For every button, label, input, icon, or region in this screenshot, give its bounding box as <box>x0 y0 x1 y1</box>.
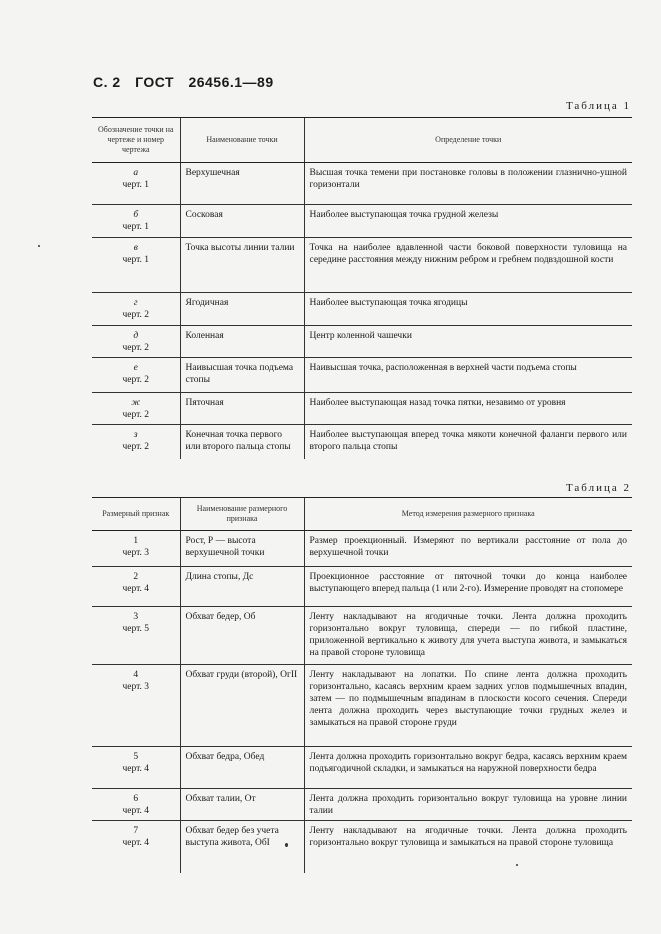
table-row <box>92 607 632 665</box>
table-row <box>92 205 632 238</box>
table-row <box>92 393 632 425</box>
point-letter: з <box>133 430 138 440</box>
table-row <box>92 665 632 747</box>
table-row <box>92 238 632 293</box>
point-definition: Центр коленной чашечки <box>304 326 632 358</box>
feature-name: Рост, Р — высота верхушечной точки <box>180 531 304 567</box>
drawing-ref: черт. 2 <box>122 442 150 452</box>
feature-name: Обхват бедер без учета выступа живота, ОбI <box>180 821 304 873</box>
measurement-method: Лента должна проходить горизонтально вокруг бедра, касаясь верхним краем подъягодичной складки, и замыкаться на наружной поверхности бедра <box>304 747 632 789</box>
drawing-ref: черт. 2 <box>122 343 150 353</box>
measurement-method: Ленту накладывают на ягодичные точки. Лента должна проходить горизонтально вокруг туловища и замыкаться на правой стороне туловища <box>304 821 632 873</box>
point-definition: Высшая точка темени при постановке головы в положении глазнично-ушной горизонтали <box>304 163 632 205</box>
measurement-method: Ленту накладывают на лопатки. По спине лента должна проходить горизонтально, касаясь верхним краем задних углов подмышечных впадин, затем — по подмышечным впадинам в плоскости косого сечения. Спереди лента должна проходить через выступающие точки грудных желез и замыкаться на правой стороне груди <box>304 665 632 747</box>
point-designation <box>92 238 180 293</box>
drawing-ref: черт. 4 <box>122 764 150 774</box>
table-row <box>92 293 632 326</box>
scan-speck <box>285 843 288 847</box>
drawing-ref: черт. 2 <box>122 410 150 420</box>
feature-designation <box>92 789 180 821</box>
feature-designation <box>92 567 180 607</box>
feature-name: Обхват талии, От <box>180 789 304 821</box>
point-definition: Наиболее выступающая назад точка пятки, незавимо от уровня <box>304 393 632 425</box>
feature-number: 1 <box>133 536 139 546</box>
feature-number: 3 <box>133 612 139 622</box>
scan-speck <box>38 245 40 247</box>
point-name: Точка высоты линии талии <box>180 238 304 293</box>
point-designation <box>92 393 180 425</box>
table-row <box>92 425 632 459</box>
point-designation <box>92 293 180 326</box>
table1-header-row <box>92 118 632 163</box>
point-definition: Наивысшая точка, расположенная в верхней части подъема стопы <box>304 358 632 393</box>
point-name: Ягодичная <box>180 293 304 326</box>
feature-number: 5 <box>133 752 139 762</box>
page-label: С. 2 <box>93 74 121 90</box>
point-designation <box>92 358 180 393</box>
measurement-method: Ленту накладывают на ягодичные точки. Лента должна проходить горизонтально вокруг туловища, спереди — по гибкой пластине, приложенной вертикально к животу для учета выступа живота, и замыкаться на правой стороне туловища <box>304 607 632 665</box>
table-row <box>92 821 632 873</box>
measurement-method: Лента должна проходить горизонтально вокруг туловища на уровне линии талии <box>304 789 632 821</box>
point-name: Верхушечная <box>180 163 304 205</box>
table1-header-col3: Определение точки <box>304 118 632 163</box>
point-name: Сосковая <box>180 205 304 238</box>
point-designation <box>92 163 180 205</box>
drawing-ref: черт. 5 <box>122 624 150 634</box>
feature-name: Обхват бедер, Об <box>180 607 304 665</box>
feature-number: 7 <box>133 826 139 836</box>
point-definition: Точка на наиболее вдавленной части боковой поверхности туловища на середине расстояния между нижним ребром и гребнем подвздошной кости <box>304 238 632 293</box>
point-letter: д <box>133 331 139 341</box>
standard-number: 26456.1—89 <box>188 74 274 90</box>
table1-header-col1: Обозначение точки на чертеже и номер чертежа <box>92 118 180 163</box>
table2 <box>92 497 632 873</box>
point-definition: Наиболее выступающая точка ягодицы <box>304 293 632 326</box>
table2-header-row <box>92 498 632 531</box>
drawing-ref: черт. 3 <box>122 682 150 692</box>
feature-name: Длина стопы, Дс <box>180 567 304 607</box>
measurement-method: Проекционное расстояние от пяточной точки до конца наиболее выступающего вперед пальца (1 или 2-го). Измерение проводят на стопомере <box>304 567 632 607</box>
table2-header-col3: Метод измерения размерного признака <box>304 498 632 531</box>
point-name: Пяточная <box>180 393 304 425</box>
feature-designation <box>92 821 180 873</box>
table-row <box>92 326 632 358</box>
table2-caption: Таблица 2 <box>565 482 631 494</box>
point-letter: в <box>133 243 138 253</box>
drawing-ref: черт. 1 <box>122 255 150 265</box>
table-row <box>92 358 632 393</box>
point-designation <box>92 205 180 238</box>
table-row <box>92 163 632 205</box>
drawing-ref: черт. 4 <box>122 838 150 848</box>
table2-header-col1: Размерный признак <box>92 498 180 531</box>
feature-name: Обхват груди (второй), ОгII <box>180 665 304 747</box>
drawing-ref: черт. 2 <box>122 310 150 320</box>
point-definition: Наиболее выступающая точка грудной железы <box>304 205 632 238</box>
feature-number: 2 <box>133 572 139 582</box>
drawing-ref: черт. 3 <box>122 548 150 558</box>
drawing-ref: черт. 1 <box>122 180 150 190</box>
point-letter: б <box>133 210 139 220</box>
table-row <box>92 567 632 607</box>
feature-designation <box>92 531 180 567</box>
point-letter: а <box>133 168 139 178</box>
point-letter: г <box>133 298 138 308</box>
point-designation <box>92 425 180 459</box>
table1-header-col2: Наименование точки <box>180 118 304 163</box>
drawing-ref: черт. 1 <box>122 222 150 232</box>
standard-label: ГОСТ <box>135 74 175 90</box>
point-letter: е <box>133 363 138 373</box>
feature-designation <box>92 607 180 665</box>
drawing-ref: черт. 4 <box>122 584 150 594</box>
point-designation <box>92 326 180 358</box>
feature-number: 4 <box>133 670 139 680</box>
feature-designation <box>92 747 180 789</box>
table-row <box>92 531 632 567</box>
point-name: Конечная точка первого или второго пальца стопы <box>180 425 304 459</box>
feature-name: Обхват бедра, Обед <box>180 747 304 789</box>
scan-speck <box>516 864 518 866</box>
feature-designation <box>92 665 180 747</box>
table2-header-col2: Наименование размерного признака <box>180 498 304 531</box>
feature-number: 6 <box>133 794 139 804</box>
point-name: Наивысшая точка подъема стопы <box>180 358 304 393</box>
table1 <box>92 117 632 459</box>
measurement-method: Размер проекционный. Измеряют по вертикали расстояние от пола до верхушечной точки <box>304 531 632 567</box>
drawing-ref: черт. 4 <box>122 806 150 816</box>
point-name: Коленная <box>180 326 304 358</box>
table-row <box>92 789 632 821</box>
point-definition: Наиболее выступающая вперед точка мякоти конечной фаланги первого или второго пальца стопы <box>304 425 632 459</box>
table-row <box>92 747 632 789</box>
table1-caption: Таблица 1 <box>565 100 631 112</box>
drawing-ref: черт. 2 <box>122 375 150 385</box>
page-header <box>93 74 284 90</box>
point-letter: ж <box>131 398 141 408</box>
